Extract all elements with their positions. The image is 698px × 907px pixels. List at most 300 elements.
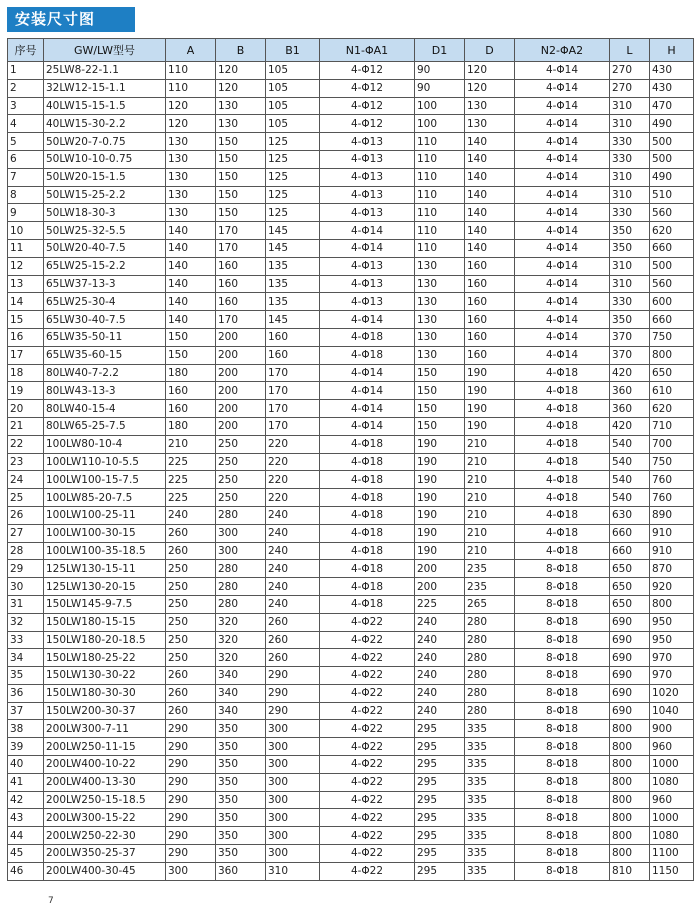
cell-n2-a2: 8-Φ18 bbox=[515, 613, 610, 631]
cell-b1: 105 bbox=[266, 79, 320, 97]
table-row bbox=[8, 613, 694, 631]
cell-index: 39 bbox=[8, 738, 44, 756]
cell-b: 160 bbox=[216, 257, 266, 275]
cell-n1-a1: 4-Φ18 bbox=[320, 595, 415, 613]
cell-index: 34 bbox=[8, 649, 44, 667]
cell-h: 910 bbox=[650, 542, 694, 560]
cell-model: 200LW400-13-30 bbox=[44, 773, 166, 791]
cell-n1-a1: 4-Φ13 bbox=[320, 133, 415, 151]
cell-model: 200LW250-15-18.5 bbox=[44, 791, 166, 809]
cell-a: 290 bbox=[166, 720, 216, 738]
cell-b: 350 bbox=[216, 738, 266, 756]
cell-d1: 295 bbox=[415, 809, 465, 827]
cell-index: 27 bbox=[8, 524, 44, 542]
cell-n1-a1: 4-Φ13 bbox=[320, 150, 415, 168]
table-row bbox=[8, 578, 694, 596]
cell-a: 240 bbox=[166, 506, 216, 524]
cell-index: 3 bbox=[8, 97, 44, 115]
cell-b1: 105 bbox=[266, 115, 320, 133]
cell-a: 250 bbox=[166, 578, 216, 596]
cell-d: 335 bbox=[465, 827, 515, 845]
cell-model: 200LW400-30-45 bbox=[44, 862, 166, 880]
cell-h: 1150 bbox=[650, 862, 694, 880]
cell-b: 340 bbox=[216, 702, 266, 720]
cell-b: 150 bbox=[216, 186, 266, 204]
cell-b1: 300 bbox=[266, 791, 320, 809]
cell-n2-a2: 8-Φ18 bbox=[515, 862, 610, 880]
cell-b1: 220 bbox=[266, 471, 320, 489]
cell-l: 420 bbox=[610, 417, 650, 435]
cell-d1: 130 bbox=[415, 293, 465, 311]
cell-n1-a1: 4-Φ13 bbox=[320, 168, 415, 186]
cell-model: 200LW300-7-11 bbox=[44, 720, 166, 738]
table-row bbox=[8, 204, 694, 222]
table-row bbox=[8, 489, 694, 507]
cell-index: 8 bbox=[8, 186, 44, 204]
cell-d1: 295 bbox=[415, 827, 465, 845]
table-row bbox=[8, 506, 694, 524]
cell-b: 150 bbox=[216, 150, 266, 168]
cell-h: 500 bbox=[650, 257, 694, 275]
cell-index: 44 bbox=[8, 827, 44, 845]
cell-l: 800 bbox=[610, 738, 650, 756]
cell-d: 235 bbox=[465, 560, 515, 578]
cell-h: 430 bbox=[650, 62, 694, 80]
cell-a: 290 bbox=[166, 773, 216, 791]
cell-a: 150 bbox=[166, 328, 216, 346]
cell-b1: 135 bbox=[266, 257, 320, 275]
cell-model: 40LW15-15-1.5 bbox=[44, 97, 166, 115]
cell-n2-a2: 8-Φ18 bbox=[515, 649, 610, 667]
cell-d: 280 bbox=[465, 684, 515, 702]
cell-h: 920 bbox=[650, 578, 694, 596]
cell-n1-a1: 4-Φ14 bbox=[320, 382, 415, 400]
cell-b1: 240 bbox=[266, 542, 320, 560]
cell-b: 160 bbox=[216, 275, 266, 293]
col-header-index: 序号 bbox=[8, 39, 44, 62]
cell-a: 225 bbox=[166, 453, 216, 471]
table-row bbox=[8, 275, 694, 293]
cell-d: 335 bbox=[465, 845, 515, 863]
cell-h: 970 bbox=[650, 667, 694, 685]
cell-l: 310 bbox=[610, 97, 650, 115]
cell-l: 690 bbox=[610, 684, 650, 702]
cell-b1: 300 bbox=[266, 738, 320, 756]
cell-model: 150LW200-30-37 bbox=[44, 702, 166, 720]
cell-d1: 130 bbox=[415, 275, 465, 293]
cell-n2-a2: 4-Φ14 bbox=[515, 97, 610, 115]
cell-b: 350 bbox=[216, 791, 266, 809]
cell-a: 140 bbox=[166, 257, 216, 275]
cell-l: 310 bbox=[610, 186, 650, 204]
cell-h: 750 bbox=[650, 453, 694, 471]
cell-n1-a1: 4-Φ12 bbox=[320, 62, 415, 80]
cell-n1-a1: 4-Φ18 bbox=[320, 471, 415, 489]
cell-h: 610 bbox=[650, 382, 694, 400]
cell-n1-a1: 4-Φ18 bbox=[320, 542, 415, 560]
cell-d: 160 bbox=[465, 328, 515, 346]
cell-d: 160 bbox=[465, 257, 515, 275]
cell-d: 235 bbox=[465, 578, 515, 596]
table-row bbox=[8, 346, 694, 364]
cell-l: 370 bbox=[610, 346, 650, 364]
cell-b1: 300 bbox=[266, 773, 320, 791]
page-number: 7 bbox=[48, 896, 54, 906]
cell-model: 50LW25-32-5.5 bbox=[44, 222, 166, 240]
cell-b1: 125 bbox=[266, 150, 320, 168]
cell-h: 650 bbox=[650, 364, 694, 382]
cell-d: 280 bbox=[465, 667, 515, 685]
cell-h: 490 bbox=[650, 168, 694, 186]
cell-n1-a1: 4-Φ22 bbox=[320, 738, 415, 756]
cell-n1-a1: 4-Φ18 bbox=[320, 328, 415, 346]
cell-n1-a1: 4-Φ14 bbox=[320, 400, 415, 418]
cell-d: 335 bbox=[465, 773, 515, 791]
cell-index: 33 bbox=[8, 631, 44, 649]
cell-a: 250 bbox=[166, 560, 216, 578]
cell-index: 22 bbox=[8, 435, 44, 453]
cell-d1: 295 bbox=[415, 791, 465, 809]
cell-d: 190 bbox=[465, 382, 515, 400]
cell-l: 690 bbox=[610, 667, 650, 685]
col-header-n1-a1: N1-ΦA1 bbox=[320, 39, 415, 62]
cell-d: 140 bbox=[465, 222, 515, 240]
cell-model: 125LW130-20-15 bbox=[44, 578, 166, 596]
cell-n1-a1: 4-Φ22 bbox=[320, 667, 415, 685]
cell-a: 250 bbox=[166, 595, 216, 613]
cell-n2-a2: 4-Φ14 bbox=[515, 239, 610, 257]
cell-d: 160 bbox=[465, 275, 515, 293]
cell-b: 150 bbox=[216, 133, 266, 151]
cell-model: 100LW100-15-7.5 bbox=[44, 471, 166, 489]
cell-b1: 260 bbox=[266, 631, 320, 649]
cell-a: 210 bbox=[166, 435, 216, 453]
cell-index: 4 bbox=[8, 115, 44, 133]
cell-d: 160 bbox=[465, 293, 515, 311]
cell-d1: 240 bbox=[415, 684, 465, 702]
cell-index: 37 bbox=[8, 702, 44, 720]
cell-n2-a2: 8-Φ18 bbox=[515, 595, 610, 613]
cell-b1: 125 bbox=[266, 168, 320, 186]
cell-a: 260 bbox=[166, 684, 216, 702]
cell-d1: 190 bbox=[415, 435, 465, 453]
cell-d: 280 bbox=[465, 631, 515, 649]
cell-model: 65LW25-15-2.2 bbox=[44, 257, 166, 275]
cell-d: 335 bbox=[465, 738, 515, 756]
cell-l: 310 bbox=[610, 168, 650, 186]
cell-n1-a1: 4-Φ18 bbox=[320, 560, 415, 578]
cell-b: 360 bbox=[216, 862, 266, 880]
cell-d: 335 bbox=[465, 809, 515, 827]
table-row bbox=[8, 631, 694, 649]
col-header-h: H bbox=[650, 39, 694, 62]
table-row bbox=[8, 649, 694, 667]
cell-n1-a1: 4-Φ18 bbox=[320, 578, 415, 596]
cell-l: 650 bbox=[610, 595, 650, 613]
cell-l: 800 bbox=[610, 720, 650, 738]
cell-b: 200 bbox=[216, 400, 266, 418]
table-row bbox=[8, 168, 694, 186]
cell-h: 500 bbox=[650, 133, 694, 151]
cell-b1: 160 bbox=[266, 346, 320, 364]
cell-n2-a2: 4-Φ14 bbox=[515, 346, 610, 364]
cell-n1-a1: 4-Φ22 bbox=[320, 720, 415, 738]
cell-model: 80LW43-13-3 bbox=[44, 382, 166, 400]
cell-n2-a2: 4-Φ14 bbox=[515, 293, 610, 311]
cell-b: 200 bbox=[216, 346, 266, 364]
cell-l: 690 bbox=[610, 631, 650, 649]
cell-b1: 105 bbox=[266, 62, 320, 80]
cell-h: 1000 bbox=[650, 756, 694, 774]
cell-b1: 170 bbox=[266, 364, 320, 382]
cell-model: 200LW300-15-22 bbox=[44, 809, 166, 827]
cell-l: 310 bbox=[610, 115, 650, 133]
cell-a: 250 bbox=[166, 613, 216, 631]
cell-b1: 170 bbox=[266, 417, 320, 435]
cell-d1: 130 bbox=[415, 346, 465, 364]
cell-d1: 150 bbox=[415, 364, 465, 382]
cell-n2-a2: 8-Φ18 bbox=[515, 809, 610, 827]
cell-d: 130 bbox=[465, 115, 515, 133]
table-row bbox=[8, 667, 694, 685]
cell-n1-a1: 4-Φ14 bbox=[320, 222, 415, 240]
cell-d: 140 bbox=[465, 204, 515, 222]
cell-a: 250 bbox=[166, 649, 216, 667]
cell-b: 280 bbox=[216, 578, 266, 596]
table-row bbox=[8, 222, 694, 240]
cell-n2-a2: 4-Φ18 bbox=[515, 400, 610, 418]
cell-b1: 260 bbox=[266, 613, 320, 631]
cell-b1: 240 bbox=[266, 524, 320, 542]
cell-l: 690 bbox=[610, 649, 650, 667]
cell-n1-a1: 4-Φ22 bbox=[320, 702, 415, 720]
cell-n2-a2: 4-Φ18 bbox=[515, 417, 610, 435]
cell-n2-a2: 8-Φ18 bbox=[515, 684, 610, 702]
cell-h: 1080 bbox=[650, 773, 694, 791]
cell-d: 210 bbox=[465, 453, 515, 471]
cell-b: 200 bbox=[216, 364, 266, 382]
cell-b: 130 bbox=[216, 97, 266, 115]
cell-index: 15 bbox=[8, 311, 44, 329]
cell-index: 42 bbox=[8, 791, 44, 809]
cell-a: 225 bbox=[166, 471, 216, 489]
cell-a: 180 bbox=[166, 364, 216, 382]
table-row bbox=[8, 542, 694, 560]
cell-b1: 145 bbox=[266, 239, 320, 257]
cell-a: 180 bbox=[166, 417, 216, 435]
cell-d1: 110 bbox=[415, 150, 465, 168]
cell-b: 250 bbox=[216, 489, 266, 507]
table-row bbox=[8, 738, 694, 756]
cell-d1: 200 bbox=[415, 578, 465, 596]
table-row bbox=[8, 773, 694, 791]
cell-n2-a2: 8-Φ18 bbox=[515, 702, 610, 720]
cell-l: 350 bbox=[610, 239, 650, 257]
cell-h: 900 bbox=[650, 720, 694, 738]
cell-b: 170 bbox=[216, 311, 266, 329]
cell-n1-a1: 4-Φ22 bbox=[320, 809, 415, 827]
cell-l: 800 bbox=[610, 809, 650, 827]
cell-l: 310 bbox=[610, 257, 650, 275]
cell-b: 350 bbox=[216, 809, 266, 827]
cell-d1: 190 bbox=[415, 489, 465, 507]
cell-h: 1040 bbox=[650, 702, 694, 720]
cell-h: 600 bbox=[650, 293, 694, 311]
cell-d: 190 bbox=[465, 417, 515, 435]
cell-h: 950 bbox=[650, 613, 694, 631]
cell-d1: 150 bbox=[415, 417, 465, 435]
cell-d1: 110 bbox=[415, 204, 465, 222]
cell-b: 160 bbox=[216, 293, 266, 311]
cell-b: 150 bbox=[216, 168, 266, 186]
cell-model: 200LW350-25-37 bbox=[44, 845, 166, 863]
table-row bbox=[8, 239, 694, 257]
cell-index: 2 bbox=[8, 79, 44, 97]
cell-n1-a1: 4-Φ14 bbox=[320, 364, 415, 382]
cell-d1: 295 bbox=[415, 756, 465, 774]
col-header-n2-a2: N2-ΦA2 bbox=[515, 39, 610, 62]
cell-d: 120 bbox=[465, 62, 515, 80]
table-row bbox=[8, 133, 694, 151]
table-row bbox=[8, 364, 694, 382]
cell-h: 620 bbox=[650, 222, 694, 240]
cell-d1: 240 bbox=[415, 631, 465, 649]
cell-n1-a1: 4-Φ18 bbox=[320, 506, 415, 524]
cell-a: 160 bbox=[166, 400, 216, 418]
cell-n2-a2: 8-Φ18 bbox=[515, 827, 610, 845]
cell-h: 620 bbox=[650, 400, 694, 418]
cell-h: 1100 bbox=[650, 845, 694, 863]
cell-b: 350 bbox=[216, 773, 266, 791]
cell-b1: 220 bbox=[266, 453, 320, 471]
table-row bbox=[8, 720, 694, 738]
cell-d1: 110 bbox=[415, 168, 465, 186]
cell-h: 560 bbox=[650, 275, 694, 293]
cell-b1: 160 bbox=[266, 328, 320, 346]
cell-b: 150 bbox=[216, 204, 266, 222]
cell-index: 1 bbox=[8, 62, 44, 80]
cell-index: 12 bbox=[8, 257, 44, 275]
table-row bbox=[8, 186, 694, 204]
cell-n1-a1: 4-Φ18 bbox=[320, 346, 415, 364]
cell-b1: 220 bbox=[266, 489, 320, 507]
cell-n2-a2: 4-Φ14 bbox=[515, 275, 610, 293]
cell-d: 140 bbox=[465, 133, 515, 151]
cell-n1-a1: 4-Φ14 bbox=[320, 239, 415, 257]
cell-b1: 135 bbox=[266, 275, 320, 293]
cell-a: 290 bbox=[166, 845, 216, 863]
cell-b: 350 bbox=[216, 756, 266, 774]
cell-b1: 125 bbox=[266, 204, 320, 222]
cell-h: 660 bbox=[650, 239, 694, 257]
cell-model: 125LW130-15-11 bbox=[44, 560, 166, 578]
cell-l: 540 bbox=[610, 489, 650, 507]
cell-b: 340 bbox=[216, 667, 266, 685]
cell-l: 360 bbox=[610, 382, 650, 400]
cell-b1: 240 bbox=[266, 595, 320, 613]
cell-n2-a2: 4-Φ18 bbox=[515, 542, 610, 560]
cell-a: 140 bbox=[166, 311, 216, 329]
cell-d1: 200 bbox=[415, 560, 465, 578]
cell-b1: 300 bbox=[266, 827, 320, 845]
cell-a: 260 bbox=[166, 542, 216, 560]
cell-d: 210 bbox=[465, 435, 515, 453]
col-header-d: D bbox=[465, 39, 515, 62]
cell-a: 140 bbox=[166, 239, 216, 257]
cell-d1: 90 bbox=[415, 79, 465, 97]
cell-model: 50LW20-15-1.5 bbox=[44, 168, 166, 186]
cell-n2-a2: 8-Φ18 bbox=[515, 667, 610, 685]
cell-b: 300 bbox=[216, 524, 266, 542]
cell-b1: 240 bbox=[266, 560, 320, 578]
header-row bbox=[8, 39, 694, 62]
cell-b: 200 bbox=[216, 328, 266, 346]
cell-l: 420 bbox=[610, 364, 650, 382]
cell-l: 800 bbox=[610, 827, 650, 845]
cell-h: 1080 bbox=[650, 827, 694, 845]
cell-l: 800 bbox=[610, 791, 650, 809]
cell-b1: 220 bbox=[266, 435, 320, 453]
cell-index: 18 bbox=[8, 364, 44, 382]
cell-h: 960 bbox=[650, 738, 694, 756]
cell-n1-a1: 4-Φ13 bbox=[320, 257, 415, 275]
cell-index: 40 bbox=[8, 756, 44, 774]
cell-b1: 125 bbox=[266, 186, 320, 204]
cell-a: 260 bbox=[166, 702, 216, 720]
cell-model: 40LW15-30-2.2 bbox=[44, 115, 166, 133]
cell-l: 330 bbox=[610, 293, 650, 311]
cell-b1: 170 bbox=[266, 382, 320, 400]
cell-a: 260 bbox=[166, 667, 216, 685]
cell-b: 250 bbox=[216, 471, 266, 489]
cell-index: 20 bbox=[8, 400, 44, 418]
table-row bbox=[8, 684, 694, 702]
cell-l: 810 bbox=[610, 862, 650, 880]
cell-n1-a1: 4-Φ22 bbox=[320, 773, 415, 791]
cell-b: 170 bbox=[216, 222, 266, 240]
cell-index: 9 bbox=[8, 204, 44, 222]
cell-index: 23 bbox=[8, 453, 44, 471]
cell-l: 630 bbox=[610, 506, 650, 524]
table-row bbox=[8, 595, 694, 613]
cell-index: 11 bbox=[8, 239, 44, 257]
cell-h: 870 bbox=[650, 560, 694, 578]
cell-model: 150LW180-20-18.5 bbox=[44, 631, 166, 649]
cell-h: 890 bbox=[650, 506, 694, 524]
table-header bbox=[8, 39, 694, 62]
cell-d: 210 bbox=[465, 489, 515, 507]
cell-index: 13 bbox=[8, 275, 44, 293]
cell-d: 120 bbox=[465, 79, 515, 97]
cell-h: 1000 bbox=[650, 809, 694, 827]
cell-index: 36 bbox=[8, 684, 44, 702]
table-body bbox=[8, 62, 694, 881]
cell-index: 16 bbox=[8, 328, 44, 346]
col-header-b: B bbox=[216, 39, 266, 62]
cell-h: 1020 bbox=[650, 684, 694, 702]
cell-index: 6 bbox=[8, 150, 44, 168]
table-row bbox=[8, 809, 694, 827]
cell-d1: 130 bbox=[415, 257, 465, 275]
cell-h: 760 bbox=[650, 489, 694, 507]
cell-index: 45 bbox=[8, 845, 44, 863]
cell-model: 32LW12-15-1.1 bbox=[44, 79, 166, 97]
cell-model: 65LW35-60-15 bbox=[44, 346, 166, 364]
cell-a: 290 bbox=[166, 756, 216, 774]
cell-l: 360 bbox=[610, 400, 650, 418]
cell-d: 160 bbox=[465, 311, 515, 329]
cell-a: 130 bbox=[166, 204, 216, 222]
